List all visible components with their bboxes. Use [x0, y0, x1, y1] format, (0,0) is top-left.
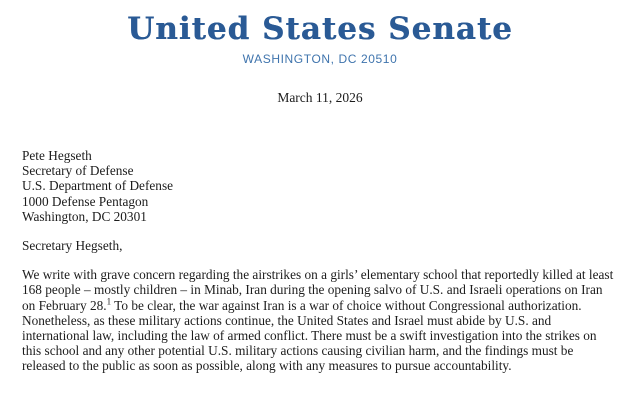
letterhead — [22, 10, 618, 66]
senate-wordmark: United States Senate — [127, 11, 513, 47]
footnote-reference: 1 — [106, 296, 112, 307]
recipient-name: Pete Hegseth — [22, 148, 92, 163]
body-text-after-footnote: To be clear, the war against Iran is a war of choice without Congressional authorization. Nonetheless, as these military actions continue, the United States and Israel must abide by U.S. and international law, including the law of armed conflict. There must be a swift investigation into the strikes on this school and any other potential U.S. military actions causing civilian harm, and the findings must be released to the public as soon as possible, along with any measures to pursue accountability. — [22, 297, 597, 374]
recipient-organization: U.S. Department of Defense — [22, 178, 174, 194]
body-paragraph — [22, 267, 618, 373]
letter-date: March 11, 2026 — [277, 90, 363, 105]
salutation: Secretary Hegseth, — [22, 238, 123, 254]
recipient-street-address: 1000 Defense Pentagon — [22, 193, 149, 209]
recipient-title: Secretary of Defense — [22, 163, 134, 179]
recipient-city-state-zip: Washington, DC 20301 — [22, 208, 147, 224]
letterhead-address: WASHINGTON, DC 20510 — [242, 52, 398, 66]
recipient-block — [22, 148, 618, 224]
body-text-before-footnote: We write with grave concern regarding the airstrikes on a girls’ elementary school that reportedly killed at least 168 people – mostly children – in Minab, Iran during the opening salvo of U.S. and Israeli operations on Iran on February 28. — [22, 267, 614, 313]
